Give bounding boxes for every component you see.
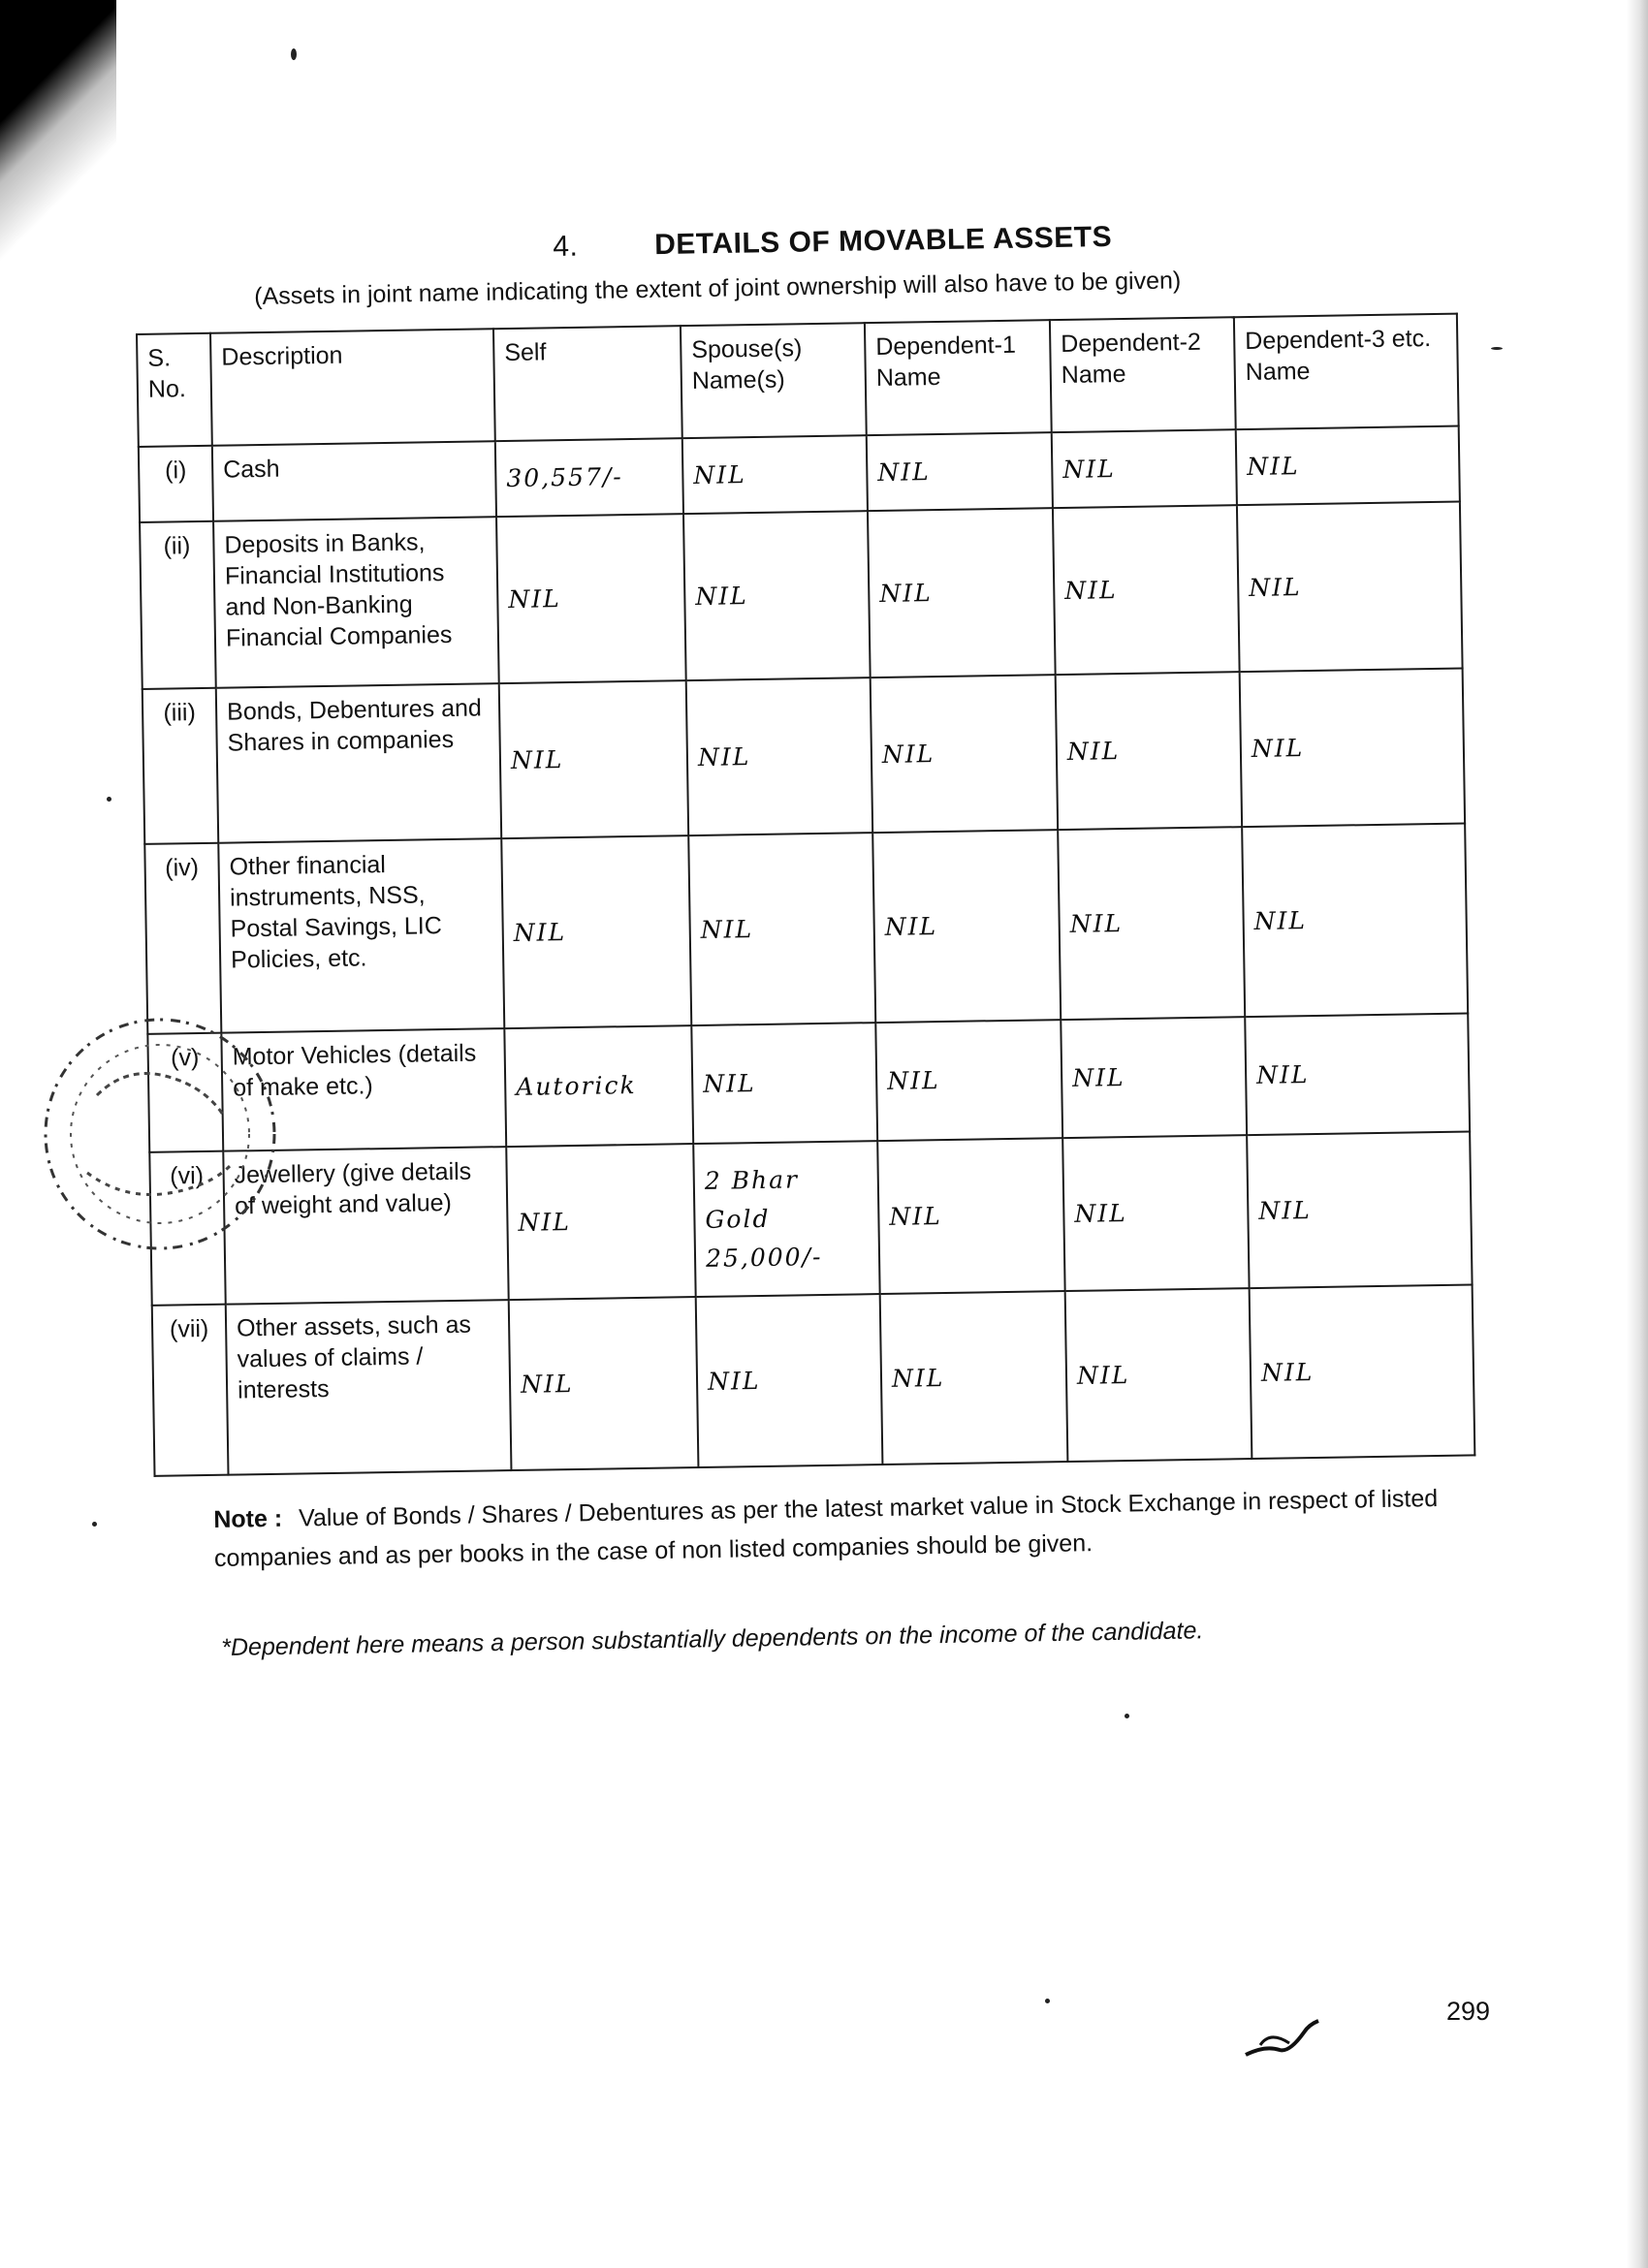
heading-title: DETAILS OF MOVABLE ASSETS [653, 220, 1113, 262]
row-dep3-value: NIL [1240, 669, 1465, 828]
row-description: Bonds, Debentures and Shares in companies [216, 683, 501, 843]
row-dep2-value: NIL [1052, 429, 1237, 508]
row-dep1-value: NIL [880, 1291, 1068, 1465]
row-description: Motor Vehicles (details of make etc.) [221, 1028, 506, 1151]
header-self: Self [493, 326, 682, 441]
table-row [152, 1284, 1475, 1475]
row-spouse-value: NIL [696, 1294, 883, 1467]
row-spouse-value: NIL [691, 1023, 877, 1144]
scan-speck [1045, 1999, 1050, 2003]
table-row [147, 1014, 1470, 1152]
header-dependent-3: Dependent-3 etc. Name [1234, 314, 1459, 430]
note-block [213, 1478, 1484, 1578]
row-spouse-value: NIL [686, 677, 872, 835]
row-dep2-value: NIL [1058, 827, 1245, 1020]
assets-table-wrapper [136, 313, 1474, 1477]
row-sno: (v) [147, 1033, 223, 1152]
row-self-value: NIL [501, 835, 691, 1028]
jewellery-spouse-value: 2 Bhar Gold 25,000/- [704, 1165, 823, 1273]
row-dep1-value: NIL [867, 432, 1053, 511]
note-text: Value of Bonds / Shares / Debentures as per the latest market value in Stock Exchange in respect of listed companies and as per books in the case of non listed companies should be given. [213, 1484, 1439, 1572]
row-sno: (vi) [149, 1151, 225, 1306]
header-spouse: Spouse(s) Name(s) [681, 323, 867, 438]
row-dep3-value: NIL [1247, 1131, 1472, 1288]
row-spouse-value: NIL [688, 833, 875, 1025]
page-number: 299 [1446, 1997, 1491, 2026]
table-row [143, 669, 1465, 844]
row-dep2-value: NIL [1062, 1135, 1249, 1291]
header-description: Description [210, 329, 495, 446]
row-dep3-value: NIL [1236, 426, 1460, 506]
scan-speck [291, 48, 297, 60]
row-spouse-value [693, 1141, 879, 1297]
row-dep1-value: NIL [871, 675, 1058, 833]
row-dep3-value: NIL [1245, 1014, 1470, 1136]
row-dep1-value: NIL [872, 830, 1061, 1023]
official-stamp [29, 989, 291, 1279]
row-description: Other financial instruments, NSS, Postal Savings, LIC Policies, etc. [218, 838, 504, 1033]
row-sno: (i) [139, 446, 213, 522]
row-dep2-value: NIL [1061, 1017, 1247, 1138]
row-dep1-value: NIL [877, 1138, 1064, 1294]
row-dep2-value: NIL [1053, 505, 1240, 675]
header-sno: S. No. [137, 333, 212, 447]
header-dependent-1: Dependent-1 Name [865, 320, 1052, 435]
row-description: Other assets, such as values of claims / interests [226, 1300, 512, 1475]
row-self-value: NIL [499, 680, 688, 838]
heading-number: 4. [553, 230, 579, 263]
row-dep2-value: NIL [1056, 672, 1242, 830]
scan-shadow [0, 0, 116, 320]
row-dep1-value: NIL [868, 508, 1056, 677]
row-self-value: 30,557/- [495, 438, 683, 517]
header-dependent-2: Dependent-2 Name [1050, 317, 1236, 432]
row-description: Jewellery (give details of weight and value) [223, 1147, 508, 1305]
row-self-value: NIL [509, 1297, 699, 1470]
movable-assets-table [136, 313, 1475, 1477]
table-row [149, 1131, 1472, 1305]
row-spouse-value: NIL [682, 435, 868, 514]
row-self-value: NIL [496, 514, 686, 683]
table-header-row [137, 314, 1459, 447]
row-sno: (vii) [152, 1305, 229, 1476]
row-dep3-value: NIL [1237, 502, 1463, 673]
scan-edge [1627, 0, 1648, 2268]
row-sno: (iii) [143, 688, 219, 844]
row-description: Cash [212, 441, 496, 521]
scan-speck [1491, 347, 1503, 350]
row-description: Deposits in Banks, Financial Institutions and Non-Banking Financial Companies [213, 517, 499, 688]
note-label: Note : [213, 1504, 283, 1533]
row-sno: (iv) [144, 843, 221, 1034]
row-dep3-value: NIL [1242, 824, 1468, 1018]
row-dep1-value: NIL [875, 1020, 1062, 1141]
row-self-value: Autorick [504, 1025, 693, 1147]
scan-speck [107, 797, 111, 802]
row-dep2-value: NIL [1065, 1288, 1252, 1462]
row-dep3-value: NIL [1250, 1284, 1475, 1459]
initial-mark [1241, 2016, 1328, 2064]
table-row [144, 824, 1468, 1034]
table-row [140, 502, 1463, 689]
page-heading [553, 221, 1112, 264]
row-spouse-value: NIL [683, 511, 871, 680]
dependent-definition-note: *Dependent here means a person substantially dependents on the income of the candidate. [221, 1617, 1204, 1661]
scan-speck [92, 1522, 97, 1527]
scan-speck [1125, 1714, 1129, 1718]
row-sno: (ii) [140, 521, 216, 689]
page-subheading: (Assets in joint name indicating the extent of joint ownership will also have to be given) [254, 267, 1182, 310]
row-self-value: NIL [506, 1144, 695, 1300]
